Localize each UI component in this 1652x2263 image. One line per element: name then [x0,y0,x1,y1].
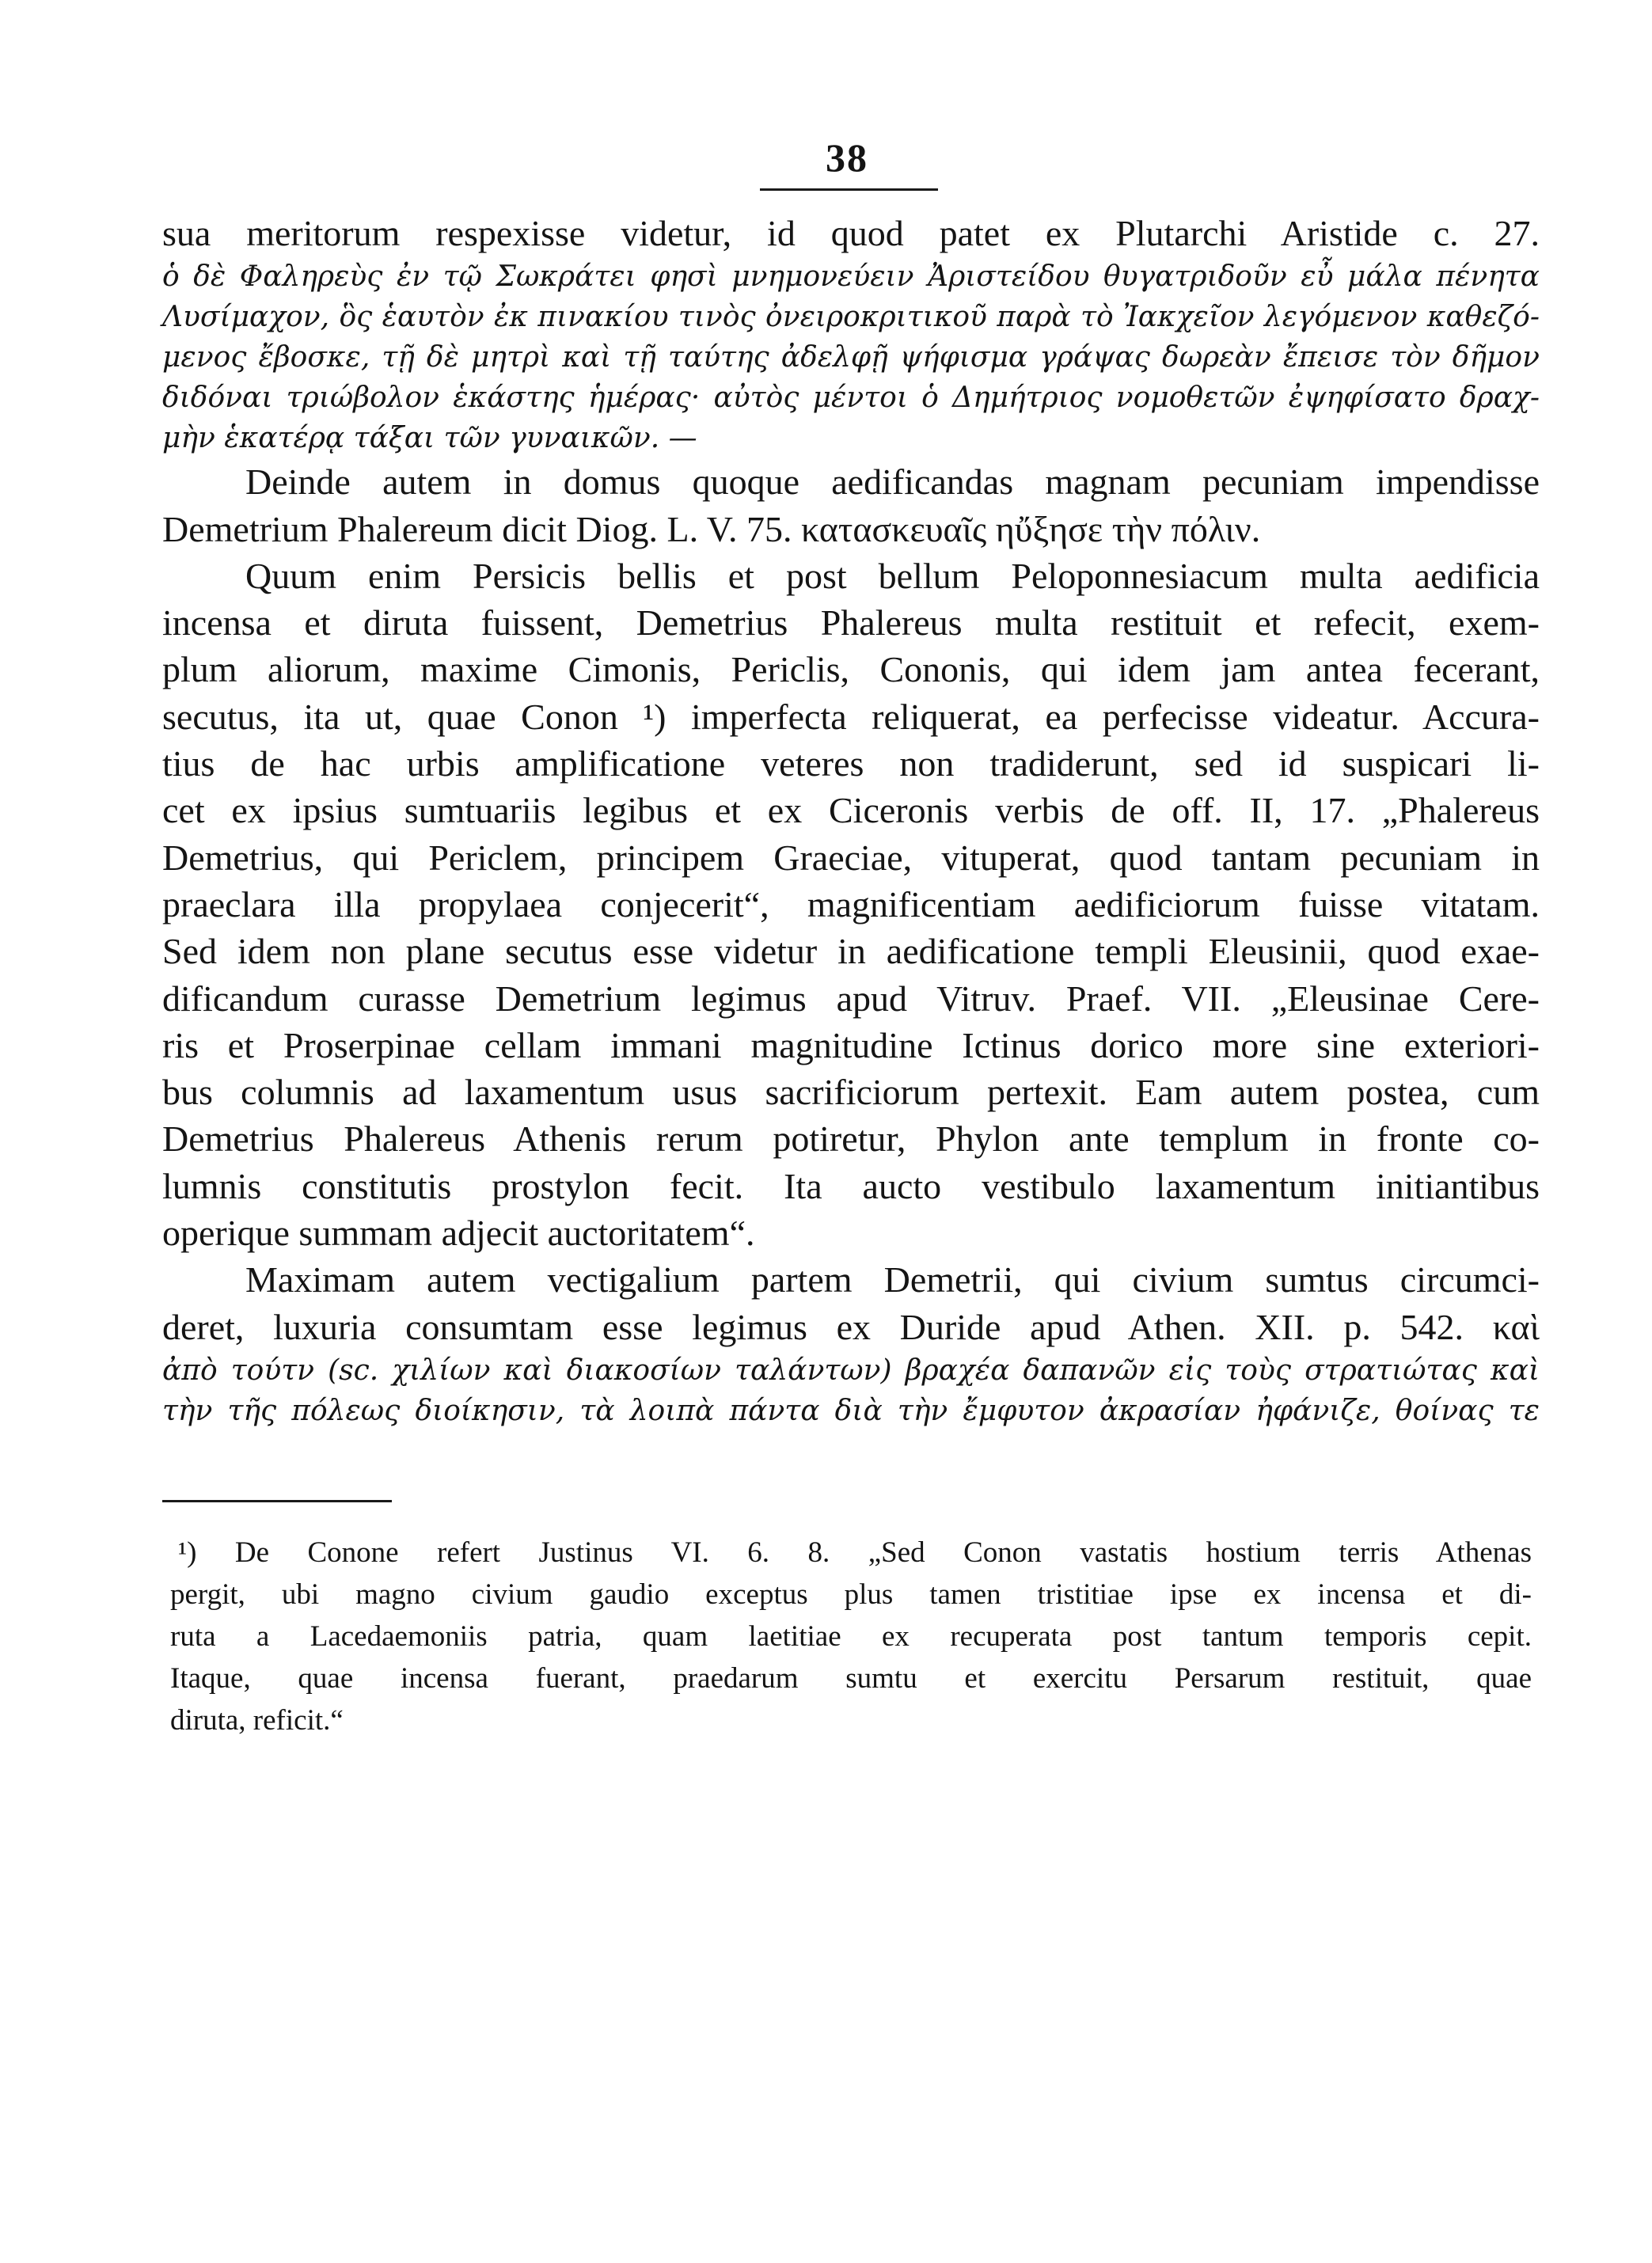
text-line: cet ex ipsius sumtuariis legibus et ex Ciceronis verbis de off. II, 17. „Phalereus [162,790,1540,831]
text-line: sua meritorum respexisse videtur, id quod patet ex Plutarchi Aristide c. 27. [162,213,1540,253]
text-line: Demetrius, qui Periclem, principem Graeciae, vituperat, quod tantam pecuniam in [162,837,1540,878]
footnote-line: Itaque, quae incensa fuerant, praedarum sumtu et exercitu Persarum restituit, quae [170,1662,1532,1695]
text-line: dificandum curasse Demetrium legimus apud Vitruv. Praef. VII. „Eleusinae Cere- [162,978,1540,1019]
text-line: Quum enim Persicis bellis et post bellum Peloponnesiacum multa aedificia [245,555,1540,596]
greek-text-line: ἀπὸ τούτν (sc. χιλίων καὶ διακοσίων ταλάντων) βραχέα δαπανῶν εἰς τοὺς στρατιώτας καὶ [162,1354,1540,1387]
text-line: operique summam adjecit auctoritatem“. [162,1213,755,1254]
text-line: deret, luxuria consumtam esse legimus ex Duride apud Athen. XII. p. 542. καὶ [162,1306,1540,1347]
text-line: tius de hac urbis amplificatione veteres non tradiderunt, sed id suspicari li- [162,743,1540,784]
greek-text-line: μὴν ἑκατέρᾳ τάξαι τῶν γυναικῶν. — [162,422,697,455]
footnote-line: pergit, ubi magno civium gaudio exceptus plus tamen tristitiae ipse ex incensa et di- [170,1578,1532,1611]
header-rule [760,188,938,191]
text-line: ris et Proserpinae cellam immani magnitudine Ictinus dorico more sine exteriori- [162,1024,1540,1065]
greek-text-line: ὁ δὲ Φαληρεὺς ἐν τῷ Σωκράτει φησὶ μνημονεύειν Ἀριστείδου θυγατριδοῦν εὖ μάλα πένητα [162,260,1540,294]
text-line: Demetrium Phalereum dicit Diog. L. V. 75. κατασκευαῖς ηὔξησε τὴν πόλιν. [162,508,1261,549]
text-line: lumnis constitutis prostylon fecit. Ita aucto vestibulo laxamentum initiantibus [162,1165,1540,1206]
greek-text-line: διδόναι τριώβολον ἑκάστης ἡμέρας· αὐτὸς μέντοι ὁ Δημήτριος νομοθετῶν ἐψηφίσατο δραχ- [162,382,1540,415]
greek-text-line: μενος ἔβοσκε, τῇ δὲ μητρὶ καὶ τῇ ταύτης ἀδελφῇ ψήφισμα γράψας δωρεὰν ἔπεισε τὸν δῆμον [162,341,1540,374]
text-line: Maximam autem vectigalium partem Demetrii, qui civium sumtus circumci- [245,1259,1540,1300]
text-line: secutus, ita ut, quae Conon ¹) imperfecta reliquerat, ea perfecisse videatur. Accura- [162,696,1540,737]
footnotes [170,1532,1532,1741]
main-text [162,210,1540,1431]
text-line: Demetrius Phalereus Athenis rerum potiretur, Phylon ante templum in fronte co- [162,1118,1540,1160]
text-line: Sed idem non plane secutus esse videtur in aedificatione templi Eleusinii, quod exae- [162,931,1540,972]
footnote-rule [162,1500,392,1502]
text-line: bus columnis ad laxamentum usus sacrificiorum pertexit. Eam autem postea, cum [162,1072,1540,1113]
page-number: 38 [826,135,868,180]
footnote-line: ruta a Lacedaemoniis patria, quam laetitiae ex recuperata post tantum temporis cepit. [170,1620,1532,1653]
greek-text-line: Λυσίμαχον, ὃς ἑαυτὸν ἐκ πινακίου τινὸς ὀνειροκριτικοῦ παρὰ τὸ Ἰακχεῖον λεγόμενον καθεζό- [162,301,1540,334]
footnote-line: ¹) De Conone refert Justinus VI. 6. 8. „Sed Conon vastatis hostium terris Athenas [178,1536,1532,1569]
footnote-line: diruta, reficit.“ [170,1704,344,1737]
greek-text-line: τὴν τῆς πόλεως διοίκησιν, τὰ λοιπὰ πάντα διὰ τὴν ἔμφυτον ἀκρασίαν ἠφάνιζε, θοίνας τε [162,1394,1540,1427]
text-line: plum aliorum, maxime Cimonis, Periclis, Cononis, qui idem jam antea fecerant, [162,649,1540,690]
text-line: incensa et diruta fuissent, Demetrius Phalereus multa restituit et refecit, exem- [162,602,1540,644]
text-line: Deinde autem in domus quoque aedificandas magnam pecuniam impendisse [245,461,1540,503]
text-line: praeclara illa propylaea conjecerit“, magnificentiam aedificiorum fuisse vitatam. [162,883,1540,925]
